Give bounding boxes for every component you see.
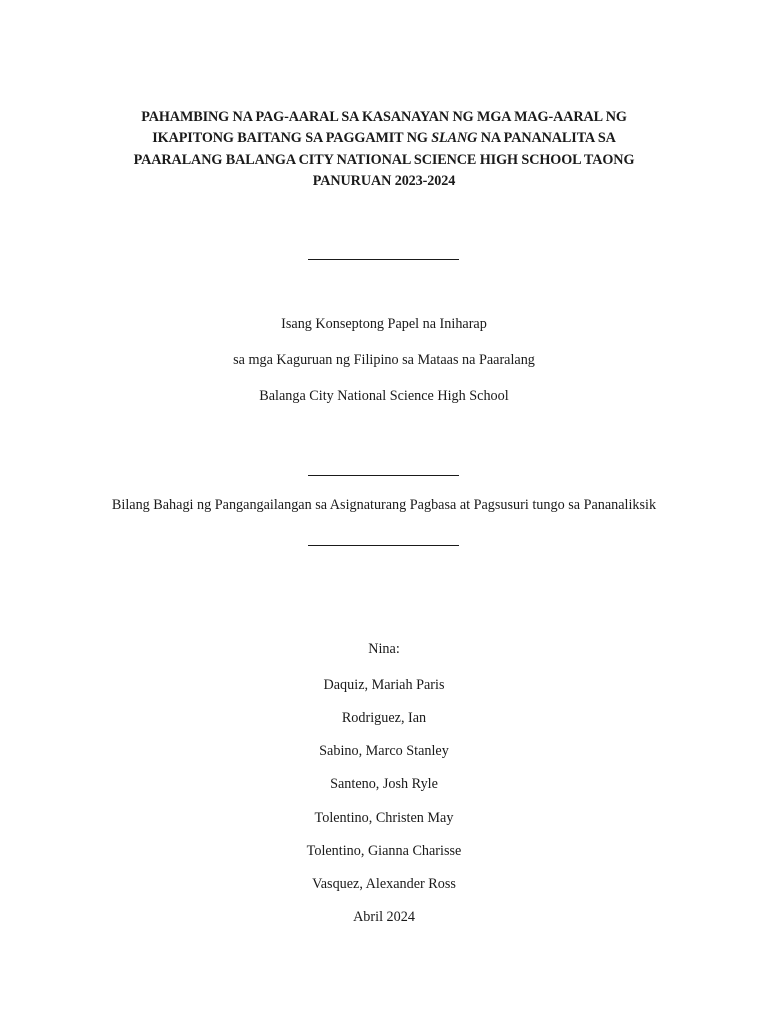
- author-name: Tolentino, Christen May: [314, 810, 454, 826]
- divider-line-1: [308, 259, 459, 260]
- presentation-line-1: Isang Konseptong Papel na Iniharap: [281, 316, 487, 332]
- title-line-1: PAHAMBING NA PAG-AARAL SA KASANAYAN NG MGA MAG-AARAL NG: [141, 109, 627, 125]
- author-name: Rodriguez, Ian: [341, 710, 427, 726]
- title-line-2-pre: IKAPITONG BAITANG SA PAGGAMIT NG: [152, 130, 432, 147]
- presentation-line-3: Balanga City National Science High School: [259, 388, 509, 404]
- title-line-2-italic: SLANG: [431, 130, 478, 147]
- submission-date: Abril 2024: [353, 909, 415, 925]
- title-line-2: [84, 128, 684, 149]
- authors-label: Nina:: [368, 641, 400, 657]
- requirement-statement: Bilang Bahagi ng Pangangailangan sa Asignaturang Pagbasa at Pagsusuri tungo sa Pananaliksik: [111, 497, 657, 513]
- title-line-4: PANURUAN 2023-2024: [312, 172, 456, 189]
- presentation-line-2: sa mga Kaguruan ng Filipino sa Mataas na Paaralang: [233, 352, 535, 368]
- divider-line-2: [308, 475, 459, 476]
- author-name: Tolentino, Gianna Charisse: [306, 843, 462, 859]
- title-line-3: PAARALANG BALANGA CITY NATIONAL SCIENCE HIGH SCHOOL TAONG: [133, 151, 635, 168]
- title-line-2-post: NA PANANALITA SA: [477, 130, 616, 147]
- author-name: Vasquez, Alexander Ross: [312, 876, 456, 892]
- author-name: Sabino, Marco Stanley: [319, 743, 449, 759]
- divider-line-3: [308, 545, 459, 546]
- paper-title: [84, 107, 684, 192]
- author-name: Daquiz, Mariah Paris: [323, 677, 445, 693]
- author-name: Santeno, Josh Ryle: [330, 776, 438, 792]
